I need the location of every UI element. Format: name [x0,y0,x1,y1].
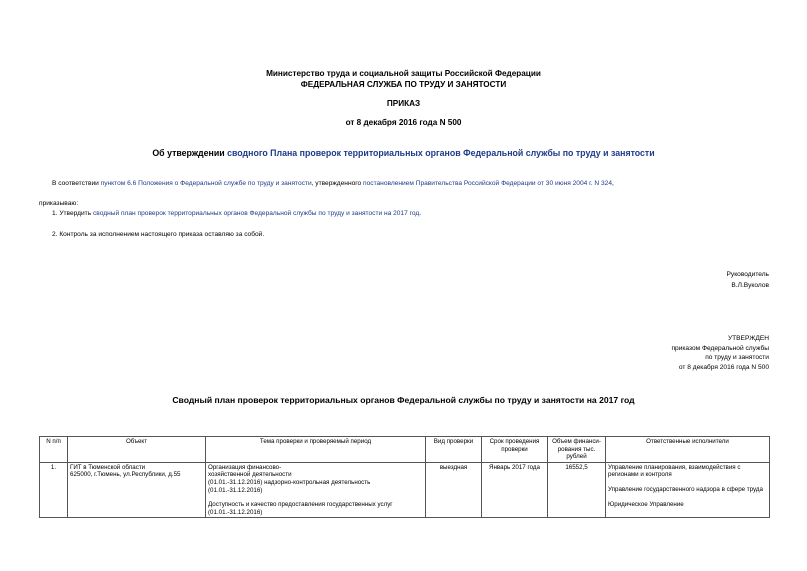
topic-line: Организация финансово- [208,463,282,471]
table-row [40,462,770,518]
order-item-1 [52,210,772,218]
preamble-text: , утвержденного [311,180,364,187]
plan-title: Сводный план проверок территориальных органов Федеральной службы по труду и занятости на 2017 год [172,395,635,405]
column-header-responsible: Ответственные исполнители [606,437,770,463]
cell-object [68,462,206,518]
object-address: 625000, г.Тюмень, ул.Республики, д.55 [70,471,181,479]
preamble-text: В соответствии [52,180,101,187]
column-header-kind: Вид проверки [426,437,482,463]
column-header-object: Объект [68,437,206,463]
title-link[interactable]: сводного Плана проверок территориальных органов Федеральной службы по труду и занятости [227,148,655,158]
column-header-term: Срок проведения проверки [482,437,548,463]
cell-number: 1. [40,462,68,518]
orders-label: приказываю: [39,200,79,207]
regulation-link[interactable]: пунктом 6.6 Положения о Федеральной службе по труду и занятости [100,180,312,187]
title-prefix: Об утверждении [152,148,228,158]
order-item-2: 2. Контроль за исполнением настоящего приказа оставляю за собой. [52,231,265,238]
approval-line: приказом Федеральной службы [671,345,769,352]
document-type: ПРИКАЗ [386,99,421,108]
plan-link[interactable]: сводный план проверок территориальных органов Федеральной службы по труду и занятости на 2017 год [92,210,420,217]
responsible-unit: Управление планирования, взаимодействия с регионами и контроля [608,463,741,479]
topic-line: Доступность и качество предоставления государственных услуг [208,501,393,509]
document-title [0,148,807,158]
column-header-number: N п/п [40,437,68,463]
topic-line: хозяйственной деятельности [208,471,292,479]
cell-responsible [606,462,770,518]
column-header-funding: Объем финанси-рования тыс. рублей [548,437,606,463]
service-name: ФЕДЕРАЛЬНАЯ СЛУЖБА ПО ТРУДУ И ЗАНЯТОСТИ [300,80,507,89]
column-header-topic: Тема проверки и проверяемый период [206,437,426,463]
plan-table [39,436,770,518]
cell-kind: выездная [426,462,482,518]
topic-line: (01.01.-31.12.2016) [208,486,263,494]
preamble-text: , [612,180,614,187]
order-item-text: . [419,210,422,217]
cell-topic [206,462,426,518]
signer-position: Руководитель [726,271,769,278]
cell-term: Январь 2017 года [482,462,548,518]
approval-line: по труду и занятости [705,354,769,361]
approval-line: от 8 декабря 2016 года N 500 [678,364,769,371]
responsible-unit: Управление государственного надзора в сфере труда [608,485,763,493]
table-header-row [40,437,770,463]
signer-name: В.Л.Вуколов [731,282,769,289]
approval-heading: УТВЕРЖДЕН [727,335,769,342]
order-item-text: 1. Утвердить [52,210,93,217]
ministry-name: Министерство труда и социальной защиты Российской Федерации [266,69,541,78]
resolution-link[interactable]: постановлением Правительства Российской Федерации от 30 июня 2004 г. N 324 [363,180,612,187]
preamble-paragraph [52,180,782,188]
topic-line: (01.01.-31.12.2016) надзорно-контрольная деятельность [208,478,371,486]
cell-funding: 16552,5 [548,462,606,518]
responsible-unit: Юридическое Управление [608,500,684,508]
topic-line: (01.01.-31.12.2016) [208,508,263,516]
object-name: ГИТ в Тюменской области [70,463,146,471]
document-date-number: от 8 декабря 2016 года N 500 [345,118,462,127]
